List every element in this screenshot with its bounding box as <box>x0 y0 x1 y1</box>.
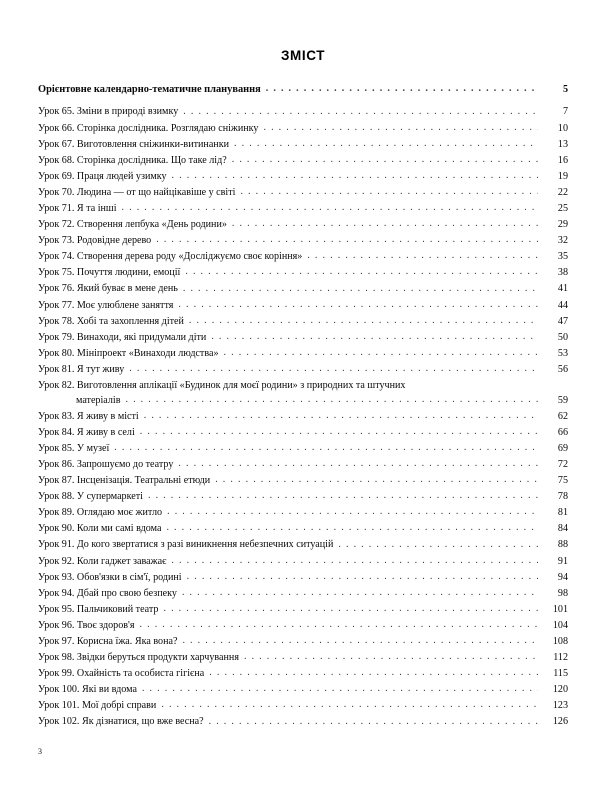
toc-entry-page-number: 66 <box>557 426 568 438</box>
toc-entry-label: Урок 69. Праця людей узимку <box>38 170 167 182</box>
toc-entry[interactable] <box>38 573 568 583</box>
toc-entry[interactable] <box>38 460 568 470</box>
toc-entry-page-number: 75 <box>557 475 568 487</box>
toc-entry-page-number: 62 <box>557 410 568 422</box>
toc-entry[interactable] <box>38 428 568 438</box>
toc-entry-label: Урок 80. Мініпроект «Винаходи людства» <box>38 347 219 359</box>
toc-entry-label-continuation: матеріалів <box>76 394 121 406</box>
toc-entry-label: Урок 83. Я живу в місті <box>38 410 139 422</box>
toc-entry-label: Урок 66. Сторінка дослідника. Розглядаю сніжинку <box>38 122 259 134</box>
toc-entry-label: Урок 77. Моє улюблене заняття <box>38 299 174 311</box>
toc-entry-label: Урок 102. Як дізнатися, що вже весна? <box>38 716 204 728</box>
toc-entry[interactable] <box>38 236 568 246</box>
dot-leader <box>209 719 538 728</box>
toc-entry[interactable] <box>38 333 568 343</box>
toc-entry-page-number: 19 <box>557 170 568 182</box>
dot-leader <box>263 125 538 134</box>
toc-entry-label: Урок 67. Виготовлення сніжинки-витинанки <box>38 138 230 150</box>
toc-entry-page-number: 7 <box>562 106 568 118</box>
toc-entry-label: Урок 91. До кого звертатися з разі виникнення небезпечних ситуацій <box>38 539 334 551</box>
toc-entry-label: Урок 93. Обов'язки в сім'ї, родині <box>38 571 182 583</box>
toc-entry[interactable] <box>38 317 568 327</box>
toc-entry[interactable] <box>38 365 568 375</box>
toc-entry-label: Урок 87. Інсценізація. Театральні етюди <box>38 475 211 487</box>
toc-entry-page-number: 91 <box>557 555 568 567</box>
dot-leader <box>240 189 538 198</box>
toc-entry-page-number: 123 <box>552 700 568 712</box>
toc-entry-page-number: 47 <box>557 315 568 327</box>
dot-leader <box>163 606 538 615</box>
toc-entry[interactable] <box>38 172 568 182</box>
dot-leader <box>144 413 538 422</box>
toc-entry-page-number: 81 <box>557 507 568 519</box>
toc-entry-label: Урок 88. У супермаркеті <box>38 491 143 503</box>
dot-leader <box>142 686 538 695</box>
toc-section-page-number: 5 <box>562 84 568 96</box>
toc-entry-label: Урок 94. Дбай про свою безпеку <box>38 587 177 599</box>
dot-leader <box>209 670 538 679</box>
toc-entry[interactable] <box>38 349 568 359</box>
dot-leader <box>148 493 538 502</box>
dot-leader <box>166 525 538 534</box>
toc-entry[interactable] <box>38 444 568 454</box>
toc-entry-page-number: 78 <box>557 491 568 503</box>
toc-entry[interactable] <box>38 107 568 117</box>
toc-entry-label: Урок 98. Звідки беруться продукти харчування <box>38 652 239 664</box>
dot-leader <box>232 221 538 230</box>
toc-entry-page-number: 72 <box>557 458 568 470</box>
toc-entry[interactable] <box>38 540 568 550</box>
toc-entry[interactable] <box>38 717 568 727</box>
dot-leader <box>244 654 538 663</box>
toc-entry-label: Урок 74. Створення дерева роду «Досліджуємо своє коріння» <box>38 251 303 263</box>
toc-entry-page-number: 25 <box>557 202 568 214</box>
toc-entry-label: Урок 100. Які ви вдома <box>38 684 137 696</box>
toc-entry-page-number: 108 <box>552 636 568 647</box>
toc-entry-page-number: 101 <box>552 603 568 615</box>
toc-entry-label: Урок 84. Я живу в селі <box>38 426 135 438</box>
dot-leader <box>187 574 538 583</box>
toc-entry-label: Урок 97. Корисна їжа. Яка вона? <box>38 636 178 647</box>
dot-leader <box>122 205 539 214</box>
dot-leader <box>183 109 538 118</box>
toc-entry[interactable] <box>38 492 568 502</box>
toc-entry-page-number: 88 <box>557 539 568 551</box>
toc-entry[interactable] <box>38 637 568 647</box>
toc-entry-label: Урок 78. Хобі та захоплення дітей <box>38 315 184 327</box>
toc-entry[interactable] <box>38 605 568 615</box>
toc-entry-label: Урок 95. Пальчиковий театр <box>38 603 159 615</box>
dot-leader <box>182 638 538 647</box>
toc-entry-label: Урок 81. Я тут живу <box>38 363 125 375</box>
toc-entry-page-number: 10 <box>557 122 568 134</box>
toc-entry-label: Урок 82. Виготовлення аплікації «Будинок для моєї родини» з природних та штучних <box>38 380 406 391</box>
toc-entry-label: Урок 96. Твоє здоров'я <box>38 619 135 631</box>
toc-entry-page-number: 22 <box>557 186 568 198</box>
toc-entry-page-number: 16 <box>557 154 568 166</box>
toc-entry-page-number: 44 <box>557 299 568 311</box>
toc-entry-page-number: 29 <box>557 219 568 231</box>
dot-leader <box>156 237 538 246</box>
toc-entry-label: Урок 85. У музеї <box>38 442 110 454</box>
toc-entry-label: Урок 76. Який буває в мене день <box>38 283 178 295</box>
toc-entry-page-number: 53 <box>557 347 568 359</box>
toc-entry-page-number: 32 <box>557 235 568 247</box>
toc-entry-page-number: 126 <box>552 716 568 728</box>
toc-entry-label: Урок 71. Я та інші <box>38 202 117 214</box>
page-folio-number: 3 <box>38 747 42 756</box>
dot-leader <box>161 702 538 711</box>
toc-entry-label: Урок 79. Винаходи, які придумали діти <box>38 331 207 343</box>
toc-entry-page-number: 41 <box>557 283 568 295</box>
toc-entry-page-number: 94 <box>557 571 568 583</box>
toc-entry[interactable] <box>38 268 568 278</box>
toc-entry-label: Урок 75. Почуття людини, емоції <box>38 267 181 279</box>
toc-entry-label: Урок 65. Зміни в природі взимку <box>38 106 179 118</box>
dot-leader <box>171 558 538 567</box>
dot-leader <box>167 509 538 518</box>
toc-entry[interactable] <box>38 685 568 695</box>
toc-entry[interactable] <box>38 524 568 534</box>
toc-entry-page-number: 56 <box>557 363 568 375</box>
toc-entry[interactable] <box>38 412 568 422</box>
toc-entry[interactable] <box>38 284 568 294</box>
toc-entry[interactable] <box>38 476 568 486</box>
dot-leader <box>140 622 539 631</box>
dot-leader <box>224 350 538 359</box>
toc-entry-page-number: 112 <box>553 652 568 664</box>
toc-entry[interactable] <box>38 301 568 311</box>
toc-entry-label: Урок 70. Людина — от що найцікавіше у світі <box>38 186 236 198</box>
toc-entry-label: Урок 89. Оглядаю моє житло <box>38 507 163 519</box>
toc-entry[interactable] <box>38 140 568 150</box>
dot-leader <box>125 397 538 406</box>
dot-leader <box>129 366 538 375</box>
toc-section-label: Орієнтовне календарно-тематичне планування <box>38 84 261 95</box>
toc-entry[interactable] <box>38 156 568 166</box>
dot-leader <box>172 173 538 182</box>
dot-leader <box>266 86 538 95</box>
dot-leader <box>178 302 538 311</box>
toc-entry-page-number: 98 <box>557 587 568 599</box>
toc-section-heading[interactable] <box>38 85 568 95</box>
toc-entry-page-number: 13 <box>557 138 568 150</box>
toc-entry-page-number: 115 <box>553 668 568 680</box>
toc-entry[interactable] <box>38 669 568 679</box>
dot-leader <box>178 461 538 470</box>
toc-entry[interactable] <box>38 188 568 198</box>
toc-entry-page-number: 104 <box>552 619 568 631</box>
toc-entry-page-number: 69 <box>557 442 568 454</box>
toc-entry[interactable] <box>38 124 568 134</box>
toc-entry-label: Урок 72. Створення лепбука «День родини» <box>38 219 227 231</box>
toc-entry[interactable] <box>38 252 568 262</box>
toc-entry-label: Урок 101. Мої добрі справи <box>38 700 157 712</box>
toc-entry-label: Урок 92. Коли гаджет заважає <box>38 555 167 567</box>
table-of-contents <box>38 85 568 728</box>
toc-entry-label: Урок 99. Охайність та особиста гігієна <box>38 668 205 680</box>
toc-entry-label: Урок 73. Родовідне дерево <box>38 235 152 247</box>
toc-entry[interactable] <box>38 701 568 711</box>
toc-entry[interactable] <box>38 508 568 518</box>
toc-entry[interactable] <box>38 204 568 214</box>
dot-leader <box>182 590 538 599</box>
dot-leader <box>211 334 538 343</box>
dot-leader <box>307 253 538 262</box>
toc-entry[interactable] <box>38 220 568 230</box>
toc-entry[interactable] <box>38 589 568 599</box>
toc-entry-page-number: 120 <box>552 684 568 696</box>
toc-entry-page-number: 35 <box>557 251 568 263</box>
dot-leader <box>183 286 538 295</box>
toc-entry-page-number: 38 <box>557 267 568 279</box>
toc-entry[interactable] <box>38 621 568 631</box>
dot-leader <box>114 445 538 454</box>
toc-entry-label: Урок 68. Сторінка дослідника. Що таке лід? <box>38 154 227 166</box>
toc-entry[interactable] <box>38 381 568 406</box>
dot-leader <box>338 542 538 551</box>
page-title: ЗМІСТ <box>280 48 326 63</box>
toc-entry-page-number: 50 <box>557 331 568 343</box>
toc-entry-page-number: 59 <box>557 394 568 406</box>
toc-entry[interactable] <box>38 557 568 567</box>
dot-leader <box>189 318 538 327</box>
toc-entry-label-continuation-row <box>38 396 568 406</box>
dot-leader <box>234 141 538 150</box>
toc-entry-label: Урок 90. Коли ми самі вдома <box>38 523 162 535</box>
dot-leader <box>215 477 538 486</box>
dot-leader <box>185 269 538 278</box>
toc-entry-label: Урок 86. Запрошуємо до театру <box>38 458 174 470</box>
toc-entry-list <box>38 107 568 727</box>
toc-entry[interactable] <box>38 653 568 663</box>
toc-entry-page-number: 84 <box>557 523 568 535</box>
dot-leader <box>140 429 538 438</box>
dot-leader <box>232 157 538 166</box>
